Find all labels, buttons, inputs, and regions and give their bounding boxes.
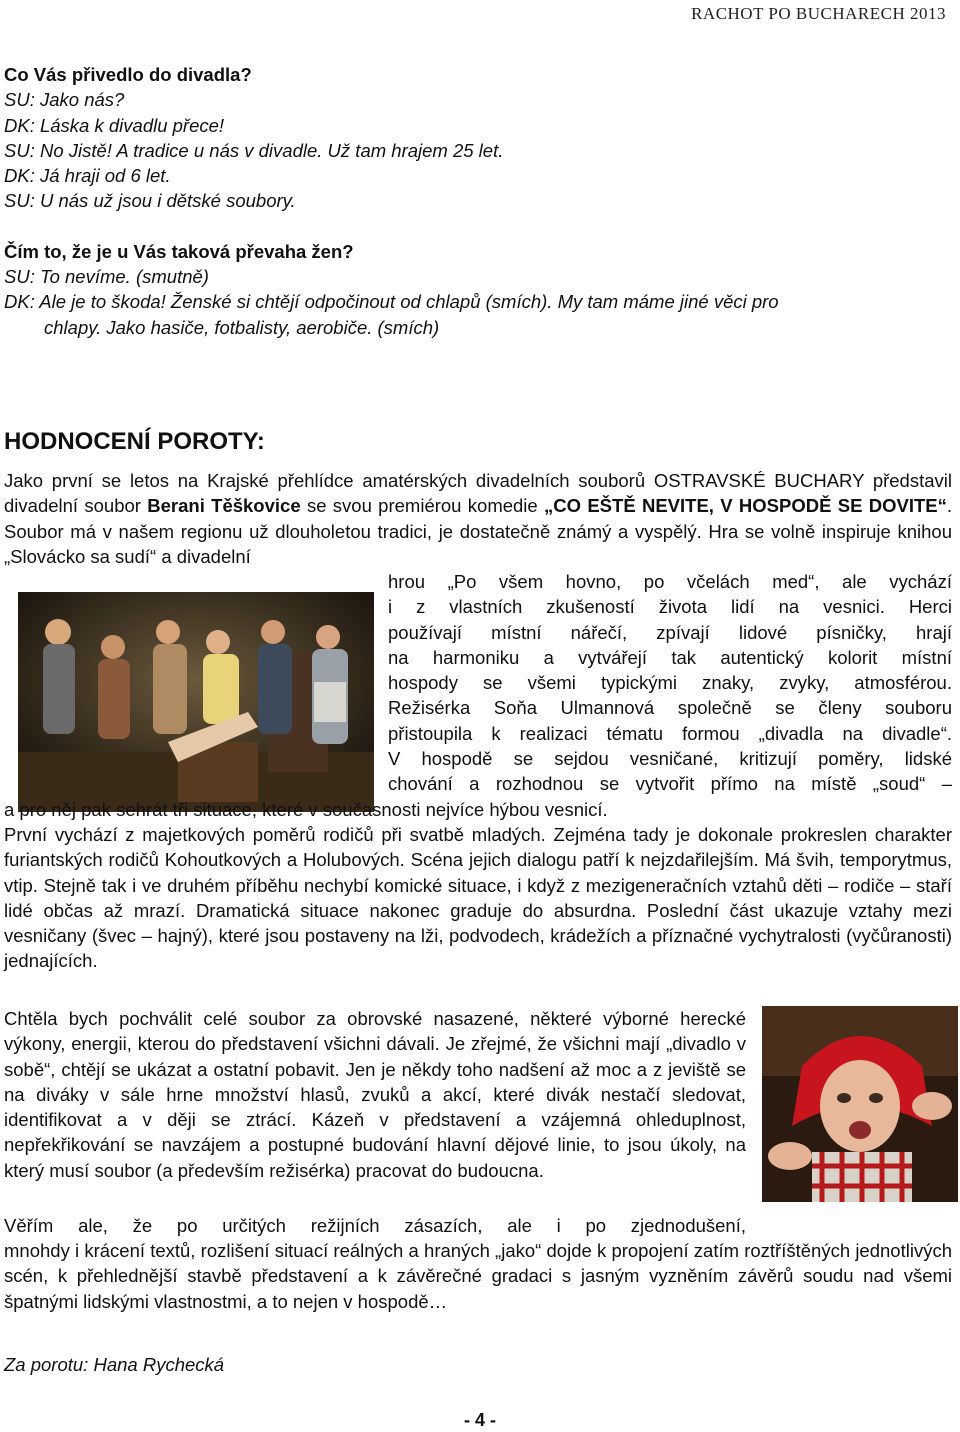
- answer-line: SU: No Jistě! A tradice u nás v divadle. Už tam hrajem 25 let.: [4, 139, 504, 161]
- wrapped-line: používají místní nářečí, zpívají lidové písničky, hrají: [388, 621, 952, 643]
- wrapped-line: hrou „Po všem hovno, po včelách med“, ale vychází: [388, 571, 952, 592]
- review-paragraph-1-end: a pro něj pak sehrát tři situace, které v současnosti nejvíce hýbou vesnicí.: [4, 799, 608, 820]
- question-2: Čím to, že je u Vás taková převaha žen?: [4, 240, 354, 262]
- answer-line: DK: Ale je to škoda! Ženské si chtějí odpočinout od chlapů (smích). My tam máme jiné věci pro: [4, 291, 779, 313]
- wrapped-line: přistoupila k realizaci tématu formou „divadla na divadle“.: [388, 722, 952, 744]
- paragraph-text: . Soubor má v našem regionu už dlouholetou tradici, je dostatečně známý a vyspělý. Hra se volně inspiruje knihou „Slovácko sa sudí“ a divadelní: [4, 495, 952, 567]
- page-number: - 4 -: [463, 1410, 496, 1430]
- question-1: Co Vás přivedlo do divadla?: [4, 64, 252, 85]
- answer-line: SU: To nevíme. (smutně): [4, 266, 209, 288]
- signature: Za porotu: Hana Rychecká: [4, 1354, 225, 1375]
- wrapped-line: Režisérka Soňa Ulmannová společně se členy souboru: [388, 697, 952, 719]
- stage-photo: [18, 592, 374, 812]
- paragraph-text: Jako první se letos na Krajské přehlídce amatérských divadelních souborů OSTRAVSKÉ BUCHARY představil divadelní soubor: [4, 470, 952, 517]
- review-paragraph-2: První vychází z majetkových poměrů rodičů při svatbě mladých. Zejména tady je dokonale prokreslen charakter furiantských rodičů Kohoutkových a Holubových. Scéna jejich dialogu patří k nejzdařilejším. Má švih, temporytmus, vtip. Stejně tak i ve druhém příběhu nechybí komické situace, i když z mezigeneračních vztahů děti – rodiče – staří lidé občas až mrazí. Dramatická situace nakonec graduje do absurdna. Poslední část ukazuje vztahy mezi vesničany (švec – hajný), které jsou postaveny na lži, podvodech, krádežích a příznačné vychytralosti (vyčůranosti) jednajících.: [4, 824, 952, 972]
- troupe-name: Berani Těškovice: [147, 495, 301, 517]
- review-paragraph-4: mnohdy i krácení textů, rozlišení situací reálných a hraných „jako“ dojde k propojení zatím roztříštěných jednotlivých scén, k přehlednější stavbě představení a k závěrečné gradaci s jasným vyzněním závěrů soudu nad všemi špatnými lidskými vlastnostmi, a to nejen v hospodě…: [4, 1240, 952, 1312]
- wrapped-line: V hospodě se sejdou vesničané, kritizují poměry, lidské: [388, 748, 952, 770]
- answer-line: SU: Jako nás?: [4, 89, 125, 111]
- answer-line: DK: Láska k divadlu přece!: [4, 114, 225, 136]
- answer-line: DK: Já hraji od 6 let.: [4, 165, 171, 187]
- wrapped-line: na harmoniku a vytvářejí tak autentický kolorit místní: [388, 646, 952, 668]
- paragraph-text: se svou premiérou komedie: [300, 495, 545, 517]
- answer-line: SU: U nás už jsou i dětské soubory.: [4, 190, 296, 212]
- actress-photo: [762, 1006, 958, 1202]
- wrapped-line: hospody se všemi typickými znaky, zvyky, atmosférou.: [388, 672, 952, 694]
- play-title: „CO EŠTĚ NEVITE, V HOSPODĚ SE DOVITE“: [544, 495, 947, 517]
- interview-section: [4, 62, 954, 340]
- review-heading: HODNOCENÍ POROTY:: [4, 428, 265, 455]
- review-paragraph-1: [4, 468, 952, 569]
- wrapped-line: chování a rozhodnou se vytvořit přímo na místě „soud“ –: [388, 773, 952, 795]
- review-paragraph-3: Chtěla bych pochválit celé soubor za obrovské nasazené, některé výborné herecké výkony, energii, kterou do představení všichni dávali. Je zřejmé, že všichni mají „divadlo v sobě“, chtějí se ukázat a ostatní pobavit. Jen je někdy toho nadšení až moc a z jeviště se na diváky v sále hrne množství hlasů, zvuků a akcí, které divák nestačí sledovat, identifikovat a v ději se ztrácí. Kázeň v představení a vzájemná ohleduplnost, nepřekřikování se navzájem a postupné budování hlavní dějové linie, to jsou úkoly, na který musí soubor (a především režisérka) pracovat do budoucna.: [4, 1008, 746, 1181]
- review-paragraph-4-first: [4, 1213, 746, 1238]
- answer-line: chlapy. Jako hasiče, fotbalisty, aerobiče. (smích): [44, 316, 440, 338]
- wrapped-line: Věřím ale, že po určitých režijních zásazích, ale i po zjednodušení,: [4, 1215, 746, 1236]
- wrapped-line: i z vlastních zkušeností života lidí na vesnici. Herci: [388, 596, 952, 618]
- review-paragraph-1-wrap: [388, 569, 952, 797]
- running-header: RACHOT PO BUCHARECH 2013: [691, 4, 946, 23]
